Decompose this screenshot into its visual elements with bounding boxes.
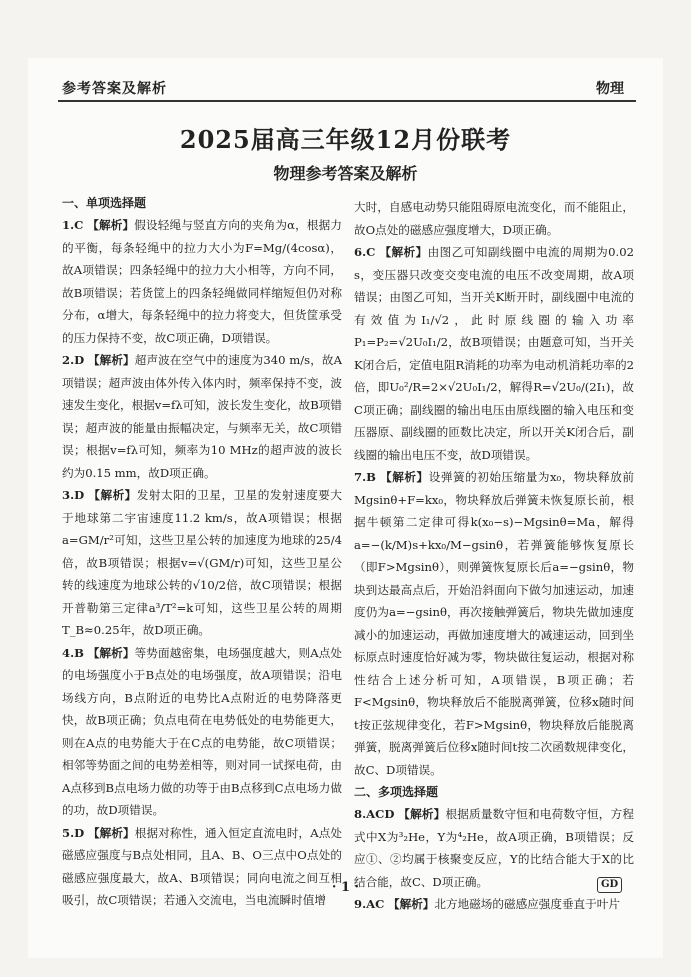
answer-text: 设弹簧的初始压缩量为x₀，物块释放前Mgsinθ+F=kx₀，物块释放后弹簧未恢复原长前，根据牛顿第二定律可得k(x₀−s)−Mgsinθ=Ma，解得a=−(k/M)s+kx₀/M−gsinθ，若弹簧能够恢复原长（即F>Mgsinθ），则弹簧恢复原长后a=−gsinθ，物块到达最高点后，开始沿斜面向下做匀加速运动，加速度仍为a=−gsinθ，再次接触弹簧后，物块先做加速度减小的加速运动，再做加速度增大的减速运动，回到坐标原点时速度恰好减为零，物块做往复运动，根据对称性结合上述分析可知，A项错误，B项正确；若F<Mgsinθ，物块释放后不能脱离弹簧，位移x随时间t按正弦规律变化，若F>Mgsinθ，物块释放后能脱离弹簧，脱离弹簧后位移x随时间t按二次函数规律变化，故C、D项错误。	[354, 470, 635, 777]
analysis-tag: 【解析】	[398, 807, 446, 821]
analysis-tag: 【解析】	[380, 470, 429, 484]
answer-text: 由图乙可知副线圈中电流的周期为0.02 s，变压器只改变交变电流的电压不改变周期，故A项错误；由图乙可知，当开关K断开时，副线圈中电流的有效值为I₁/√2，此时原线圈的输入功率P₁=P₂=√2U₀I₁/2，故B项错误；由题意可知，当开关K闭合后，定值电阻R消耗的功率为电动机消耗功率的2倍，即U₀²/R=2×√2U₀I₁/2，解得R=√2U₀/(2I₁)，故C项正确；副线圈的输出电压由原线圈的输入电压和变压器原、副线圈的匝数比决定，所以开关K闭合后，副线圈的输出电压不变，故D项错误。	[354, 245, 634, 462]
answer-text: 北方地磁场的磁感应强度垂直于叶片	[434, 897, 620, 911]
answer-text: 发射太阳的卫星，卫星的发射速度要大于地球第二宇宙速度11.2 km/s，故A项错误；根据a=GM/r²可知，这些卫星公转的加速度为地球的25/4倍，故B项错误；根据v=√(GM/r)可知，这些卫星公转的线速度为地球公转的√10/2倍，故C项错误；根据开普勒第三定律a³/T²=k可知，这些卫星公转的周期T_B≈0.25年，故D项正确。	[62, 488, 342, 637]
section-title-single-choice: 一、单项选择题	[62, 196, 147, 210]
analysis-tag: 【解析】	[88, 488, 137, 502]
page-subtitle: 物理参考答案及解析	[273, 164, 418, 183]
page-title: 2025届高三年级12月份联考	[179, 125, 512, 154]
header-left: 参考答案及解析	[62, 81, 167, 97]
analysis-tag: 【解析】	[388, 897, 435, 911]
answer-item-7	[354, 466, 634, 781]
answer-number: 8.ACD	[354, 807, 395, 821]
answer-text: 假设轻绳与竖直方向的夹角为α，根据力的平衡，每条轻绳中的拉力大小为F=Mg/(4cosα)，故A项错误；四条轻绳中的拉力大小相等，方向不同，故B项错误；若货筐上的四条轻绳做同样缩短但仍对称分布，α增大，每条轻绳中的拉力将变大，但货筐承受的压力保持不变，故C项正确，D项错误。	[62, 218, 342, 345]
analysis-tag: 【解析】	[379, 245, 428, 259]
answer-item-5	[62, 822, 342, 912]
answer-text: 超声波在空气中的速度为340 m/s，故A项错误；超声波由体外传入体内时，频率保持不变，波速发生变化，根据v=fλ可知，波长发生变化，故B项错误；超声波的能量由振幅决定，与频率无关，故C项错误；根据v=fλ可知，频率为10 MHz的超声波的波长约为0.15 mm，故D项正确。	[62, 353, 342, 480]
left-column	[62, 192, 342, 912]
answer-text: 根据对称性，通入恒定直流电时，A点处磁感应强度与B点处相同，且A、B、O三点中O点处的磁感应强度最大，故A、B项错误；同向电流之间互相吸引，故C项错误；若通入交流电，当电流瞬时值增	[62, 825, 342, 907]
header-subject: 物理	[596, 81, 624, 97]
analysis-tag: 【解析】	[87, 825, 135, 840]
answer-item-1	[62, 214, 342, 349]
section-title-multiple-choice: 二、多项选择题	[354, 785, 439, 799]
answer-item-9	[354, 893, 634, 916]
answer-number: 4.B	[62, 645, 84, 660]
answer-number: 9.AC	[354, 897, 385, 911]
answer-item-5-continued: 大时，自感电动势只能阻碍原电流变化，而不能阻止，故O点处的磁感应强度增大，D项正确。	[354, 200, 634, 237]
right-column	[354, 196, 634, 916]
answer-number: 2.D	[62, 353, 85, 367]
answer-number: 1.C	[62, 218, 84, 232]
analysis-tag: 【解析】	[87, 353, 135, 367]
answer-item-4	[62, 642, 342, 822]
analysis-tag: 【解析】	[87, 218, 135, 232]
answer-number: 7.B	[354, 470, 376, 484]
header-divider	[58, 100, 636, 102]
answer-item-2	[62, 349, 342, 484]
answer-item-3	[62, 484, 342, 642]
answer-text: 根据质量数守恒和电荷数守恒，方程式中X为³₂He，Y为⁴₂He，故A项正确，B项错误；反应①、②均属于核聚变反应，Y的比结合能大于X的比结合能，故C、D项正确。	[354, 807, 634, 889]
answer-number: 6.C	[354, 245, 376, 259]
page-number: · 1 ·	[331, 880, 360, 895]
answer-number: 5.D	[62, 825, 85, 840]
answer-number: 3.D	[62, 488, 85, 502]
answer-item-6	[354, 241, 634, 466]
analysis-tag: 【解析】	[87, 645, 135, 660]
region-badge: GD	[597, 877, 622, 893]
answer-text: 等势面越密集，电场强度越大，则A点处的电场强度小于B点处的电场强度，故A项错误；沿电场线方向，B点附近的电势比A点附近的电势降落更快，故B项正确；负点电荷在电势低处的电势能更大，则在A点的电势能大于在C点的电势能，故C项错误；相邻等势面之间的电势差相等，则对同一试探电荷，由A点移到B点电场力做的功等于由B点移到C点电场力做的功，故D项错误。	[62, 645, 342, 817]
